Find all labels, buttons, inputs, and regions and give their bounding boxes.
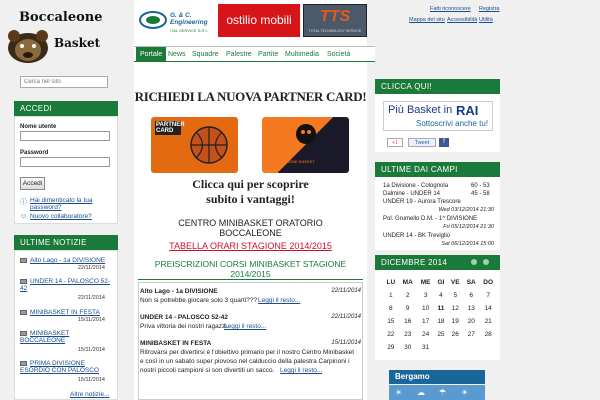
- more-news-link[interactable]: Altre notizie...: [70, 391, 110, 398]
- forgot-password-link[interactable]: Hai dimenticato la tua password?: [30, 197, 93, 211]
- promo-line1: Clicca qui per scoprire: [192, 177, 309, 191]
- calendar-day[interactable]: 27: [467, 331, 475, 338]
- news-left-item[interactable]: Alto Lago - 1a DIVISIONE: [20, 257, 114, 264]
- logo-line2: Basket: [54, 36, 101, 50]
- calendar-day[interactable]: 12: [451, 305, 459, 312]
- login-header: ACCEDI: [14, 101, 118, 116]
- left-column: [0, 0, 125, 400]
- campi-header: ULTIME DAI CAMPI: [375, 162, 500, 177]
- calendar-header: [375, 255, 500, 270]
- bear-mascot-icon: [6, 28, 50, 64]
- day-header: LU: [386, 279, 396, 286]
- main-news-body: nostri piccoli campioni si son divertiti un sacco.: [140, 367, 275, 374]
- news-left-date: 22/11/2014: [77, 295, 105, 301]
- rai-text3: Sottoscrivi anche tu!: [416, 119, 489, 128]
- day-header: ME: [420, 279, 431, 286]
- main-news-title[interactable]: Alto Lago - 1a DIVISIONE: [140, 288, 218, 295]
- info-icon: ⓘ: [20, 199, 27, 206]
- calendar-day[interactable]: 6: [469, 292, 474, 299]
- nav-portale[interactable]: Portale: [136, 47, 166, 62]
- news-icon: [20, 361, 27, 366]
- card2-label: BOCCALEONE BASKET: [270, 159, 315, 164]
- utility-link[interactable]: Utilità: [479, 17, 493, 23]
- calendar-day[interactable]: 9: [405, 305, 410, 312]
- gc-sub: ITAL SERVICE S.R.L.: [170, 28, 209, 33]
- weather-icon: ☀: [395, 388, 403, 397]
- calendar-day[interactable]: 16: [404, 318, 412, 325]
- card-mascot-icon: [295, 123, 317, 145]
- nav-palestre[interactable]: Palestre: [226, 51, 252, 58]
- day-header: VE: [450, 279, 460, 286]
- accessibility-link[interactable]: Accessibilità: [447, 17, 478, 23]
- main-news-date: 22/11/2014: [331, 314, 361, 320]
- sponsor-gc-banner[interactable]: [136, 4, 216, 37]
- main-news-body: e così in un sabato super piovoso nel calduccio della palestra Carpinoni i: [140, 358, 350, 365]
- calendar-day[interactable]: 31: [422, 344, 430, 351]
- calendar-day[interactable]: 15: [387, 318, 395, 325]
- search-input[interactable]: [20, 76, 108, 88]
- calendar-day[interactable]: 20: [467, 318, 475, 325]
- boccaleone-card-image: [262, 117, 349, 173]
- partner-card-image: [151, 117, 238, 173]
- day-header: DO: [483, 279, 494, 286]
- username-input[interactable]: [20, 131, 110, 141]
- calendar-day[interactable]: 1: [389, 292, 393, 299]
- gc-logo-icon: [138, 10, 168, 30]
- right-column: [375, 0, 500, 400]
- calendar-day[interactable]: 8: [389, 305, 393, 312]
- calendar-day[interactable]: 26: [451, 331, 459, 338]
- news-icon: [20, 331, 27, 336]
- calendar-day[interactable]: 17: [422, 318, 430, 325]
- preiscrizioni-link[interactable]: PREISCRIZIONI CORSI MINIBASKET STAGIONE 2014/2015: [154, 259, 347, 279]
- main-news-body: Priva vittoria dei nostri ragazzi.: [140, 323, 229, 330]
- prev-month-icon[interactable]: [471, 259, 477, 265]
- tts-logo: TTS: [319, 8, 351, 25]
- site-logo[interactable]: [4, 6, 122, 64]
- news-left-item[interactable]: MINIBASKET BOCCALEONE: [20, 330, 70, 344]
- news-icon: [20, 258, 27, 263]
- calendar-day[interactable]: 24: [422, 331, 430, 338]
- result-teams: UNDER 19 - Aurora Trescore: [383, 199, 461, 205]
- main-news-date: 22/11/2014: [331, 288, 361, 294]
- calendar-day[interactable]: 23: [404, 331, 412, 338]
- news-left-date: 15/11/2014: [77, 317, 105, 323]
- nav-societa[interactable]: Società: [327, 51, 351, 58]
- calendar-day: [463, 341, 479, 354]
- main-news-title[interactable]: UNDER 14 - PALOSCO 52-42: [140, 314, 229, 321]
- news-left-item[interactable]: PRIMA DIVISIONE ESORDIO CON PALOSCO: [20, 360, 99, 374]
- tweet-button[interactable]: Tweet: [408, 138, 436, 147]
- calendar-day[interactable]: 3: [423, 292, 428, 299]
- result-teams: Dalmine - UNDER 14: [383, 191, 441, 197]
- login-top-link[interactable]: Fatti riconoscere: [430, 6, 471, 12]
- gplus-button[interactable]: +1: [387, 138, 403, 147]
- calendar-day[interactable]: 13: [467, 305, 475, 312]
- tts-sub: TOTAL TECHNOLOGY SERVICE: [308, 29, 362, 33]
- card1-label: PARTNER CARD: [156, 122, 185, 134]
- rai-text2: RAI: [456, 103, 479, 118]
- nav-squadre[interactable]: Squadre: [192, 51, 219, 58]
- calendar-day[interactable]: 29: [387, 344, 395, 351]
- main-nav: [134, 46, 367, 62]
- result-score: 60 - 53: [471, 183, 490, 189]
- day-header: SA: [466, 279, 476, 286]
- calendar-day[interactable]: 5: [453, 292, 458, 299]
- news-icon: [20, 279, 27, 284]
- main-news-body: Ritrovarsi per divertirsi è l'obiettivo primario per il nostro Centro Minibasket: [140, 349, 355, 356]
- login-button[interactable]: Accedi: [20, 177, 45, 190]
- facebook-button[interactable]: f: [439, 138, 449, 147]
- news-left-date: 22/11/2014: [77, 265, 105, 271]
- sponsor-tts-banner[interactable]: [303, 4, 367, 37]
- calendar-day[interactable]: 22: [387, 331, 395, 338]
- gc-name: G. & C. Engineering: [170, 12, 208, 26]
- main-news-date: 15/11/2014: [331, 340, 361, 346]
- main-news-title[interactable]: MINIBASKET IN FESTA: [140, 340, 212, 347]
- news-left-header: ULTIME NOTIZIE: [14, 235, 118, 250]
- calendar-day[interactable]: 18: [437, 318, 445, 325]
- sponsor-ostilio-banner[interactable]: ostilio mobili: [218, 4, 300, 37]
- news-left-date: 15/11/2014: [77, 347, 105, 353]
- calendar-day[interactable]: 19: [451, 318, 459, 325]
- calendar-day[interactable]: 30: [404, 344, 412, 351]
- password-label: Password: [20, 150, 49, 156]
- weather-icon: ☀: [461, 388, 469, 397]
- user-icon: ☺: [20, 213, 28, 220]
- result-date: Wed 03/12/2014 21:30: [438, 207, 494, 213]
- news-left-item[interactable]: MINIBASKET IN FESTA: [20, 309, 114, 316]
- day-header: GI: [437, 279, 445, 286]
- calendar-grid: [383, 276, 497, 354]
- sitemap-link[interactable]: Mappa del sito: [409, 17, 445, 23]
- next-month-icon[interactable]: [483, 259, 489, 265]
- tabella-orari-link[interactable]: TABELLA ORARI STAGIONE 2014/2015: [169, 241, 332, 251]
- calendar-day: [447, 341, 463, 354]
- result-teams: Pol. Grumello D.M. - 1^ DIVISIONE: [383, 216, 478, 222]
- calendar-day: [434, 341, 447, 354]
- calendar-day[interactable]: 14: [484, 305, 492, 312]
- read-more-link[interactable]: Leggi il resto...: [258, 297, 301, 304]
- news-icon: [20, 310, 27, 315]
- rai-text1: Più Basket in: [388, 104, 453, 116]
- calendar-title: DICEMBRE 2014: [381, 258, 448, 267]
- nav-news[interactable]: News: [168, 51, 186, 58]
- clicca-header: CLICCA QUI!: [375, 79, 500, 94]
- day-header: MA: [402, 279, 413, 286]
- weather-icons-strip: [389, 385, 485, 400]
- rai-banner[interactable]: [383, 101, 493, 131]
- weather-icon: ☁: [417, 388, 425, 397]
- promo-line2: subito i vantaggi!: [206, 192, 295, 206]
- nav-multimedia[interactable]: Multimedia: [285, 51, 319, 58]
- calendar-day[interactable]: 2: [405, 292, 410, 299]
- promo-headline: RICHIEDI LA NUOVA PARTNER CARD!: [134, 89, 367, 104]
- logo-line1: Boccaleone: [19, 10, 103, 25]
- username-label: Nome utente: [20, 124, 57, 130]
- basketball-icon: [189, 125, 229, 165]
- password-input[interactable]: [20, 157, 110, 167]
- weather-icon: ☂: [439, 388, 447, 397]
- news-left-date: 15/11/2014: [77, 377, 105, 383]
- new-user-link[interactable]: Nuovo collaboratore?: [30, 213, 92, 220]
- main-news-body: Non si potrebbe giocare solo 3 quarti???: [140, 297, 258, 304]
- read-more-link[interactable]: Leggi il resto...: [224, 323, 267, 330]
- nav-partite[interactable]: Partite: [258, 51, 279, 58]
- calendar-day: [479, 341, 497, 354]
- result-date: Sat 06/12/2014 15:00: [441, 241, 494, 247]
- centro-minibasket-title: CENTRO MINIBASKET ORATORIO BOCCALEONE: [178, 218, 323, 238]
- read-more-link[interactable]: Leggi il resto...: [280, 367, 323, 374]
- result-teams: UNDER 14 - BK Treviglio: [383, 233, 451, 239]
- calendar-day[interactable]: 28: [484, 331, 492, 338]
- weather-widget[interactable]: Bergamo: [389, 370, 485, 384]
- calendar-day[interactable]: 10: [422, 305, 430, 312]
- main-column: [134, 0, 367, 400]
- calendar-day[interactable]: 4: [439, 292, 443, 299]
- result-date: Fri 05/12/2014 21:30: [443, 224, 494, 230]
- calendar-day[interactable]: 7: [486, 292, 490, 299]
- news-left-item[interactable]: UNDER 14 - PALOSCO 52-42: [20, 278, 111, 292]
- calendar-day-today[interactable]: 11: [437, 305, 445, 312]
- calendar-day[interactable]: 21: [484, 318, 492, 325]
- result-teams: 1a Divisione - Colognola: [383, 183, 449, 189]
- result-score: 45 - 58: [471, 191, 490, 197]
- register-top-link[interactable]: Registra: [479, 6, 500, 12]
- calendar-day[interactable]: 25: [437, 331, 445, 338]
- separator: [138, 279, 363, 280]
